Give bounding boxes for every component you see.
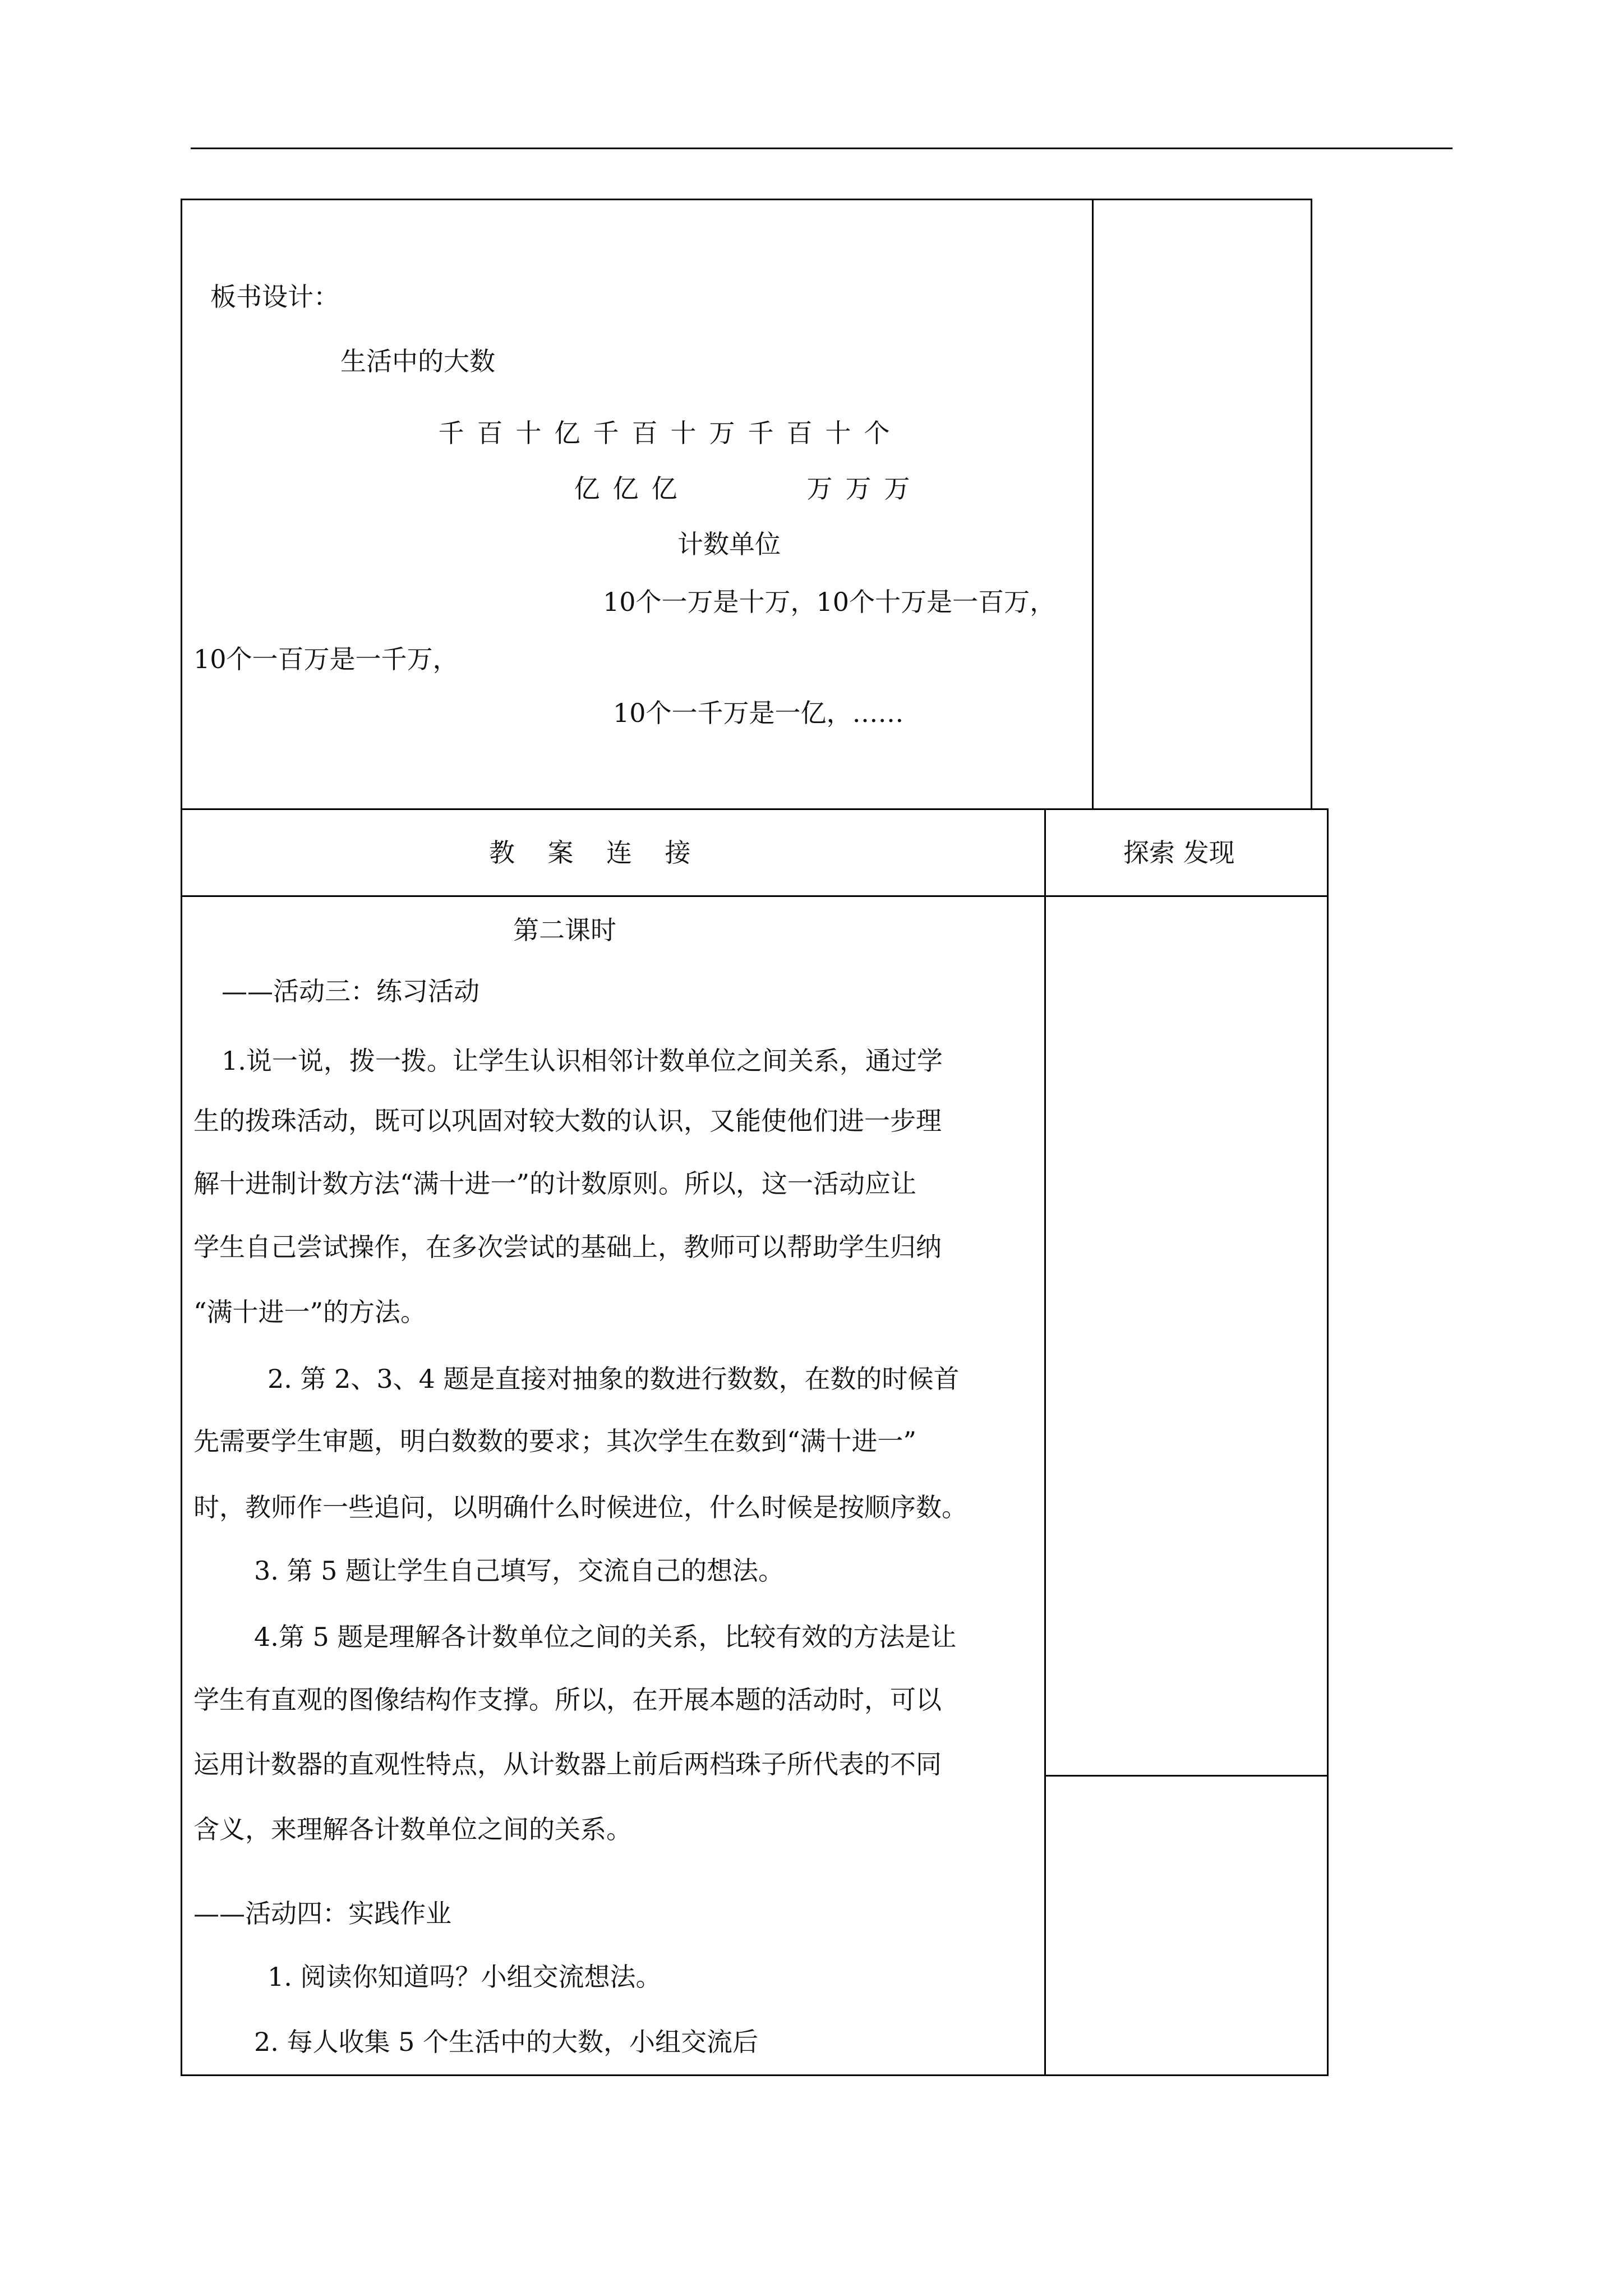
place-value-unit: 万 [709,418,735,448]
place-value-subunit: 万 [806,473,833,504]
board-heading: 板书设计： [210,282,339,312]
board-line-3: 10个一千万是一亿，…… [613,698,904,728]
activity-4-title: ——活动四：实践作业 [193,1898,451,1929]
lesson-column-header: 教 案 连 接 [489,838,691,868]
place-value-units [432,420,896,446]
paragraph-2-line: 2. 第 2、3、4 题是直接对抽象的数进行数数，在数的时候首 [268,1364,960,1394]
paragraph-1-line: 学生自己尝试操作，在多次尝试的基础上，教师可以帮助学生归纳 [193,1232,942,1262]
header-rule [191,148,1453,149]
place-value-subunit: 亿 [574,473,600,504]
place-value-unit: 千 [438,418,464,448]
paragraph-1-line: 生的拨珠活动，既可以巩固对较大数的认识，又能使他们进一步理 [193,1106,942,1136]
place-value-unit: 百 [631,418,658,448]
place-value-subunit: 万 [884,473,910,504]
units-caption: 计数单位 [677,529,781,559]
paragraph-1-line: 1.说一说，拨一拨。让学生认识相邻计数单位之间关系，通过学 [222,1046,943,1076]
paragraph-4-line: 4.第 5 题是理解各计数单位之间的关系，比较有效的方法是让 [254,1622,957,1652]
paragraph-1-line: 解十进制计数方法“满十进一”的计数原则。所以，这一活动应让 [193,1168,917,1199]
paragraph-2-line: 先需要学生审题，明白数数的要求；其次学生在数到“满十进一” [193,1426,917,1456]
place-value-unit: 个 [864,418,890,448]
board-line-1: 10个一万是十万，10个十万是一百万， [603,587,1056,617]
place-value-subunit: 万 [845,473,872,504]
place-value-unit: 亿 [554,418,580,448]
paragraph-4-line: 含义，来理解各计数单位之间的关系。 [193,1814,632,1844]
activity-3-title: ——活动三：练习活动 [222,976,479,1006]
place-value-unit: 千 [593,418,619,448]
board-line-2: 10个一百万是一千万， [193,644,459,674]
place-value-unit: 十 [515,418,542,448]
place-value-unit: 百 [477,418,503,448]
homework-1: 1. 阅读你知道吗？小组交流想法。 [268,1962,662,1992]
place-value-unit: 千 [748,418,774,448]
paragraph-1-line: “满十进一”的方法。 [193,1297,427,1327]
place-value-unit: 十 [825,418,851,448]
paragraph-4-line: 学生有直观的图像结构作支撑。所以，在开展本题的活动时，可以 [193,1685,942,1715]
place-value-subunit: 亿 [612,473,639,504]
place-value-unit: 百 [786,418,813,448]
board-title: 生活中的大数 [340,346,495,376]
explore-column-header: 探索 发现 [1123,838,1235,868]
paragraph-2-line: 时，教师作一些追问，以明确什么时候进位，什么时候是按顺序数。 [193,1492,967,1522]
lesson-title: 第二课时 [513,915,616,945]
place-value-subunits-yi [568,473,684,504]
place-value-unit: 十 [670,418,697,448]
place-value-subunit: 亿 [651,473,677,504]
paragraph-3: 3. 第 5 题让学生自己填写，交流自己的想法。 [254,1556,785,1586]
homework-2: 2. 每人收集 5 个生活中的大数，小组交流后 [254,2027,759,2057]
paragraph-4-line: 运用计数器的直观性特点，从计数器上前后两档珠子所代表的不同 [193,1749,942,1779]
place-value-subunits-wan [800,473,916,504]
